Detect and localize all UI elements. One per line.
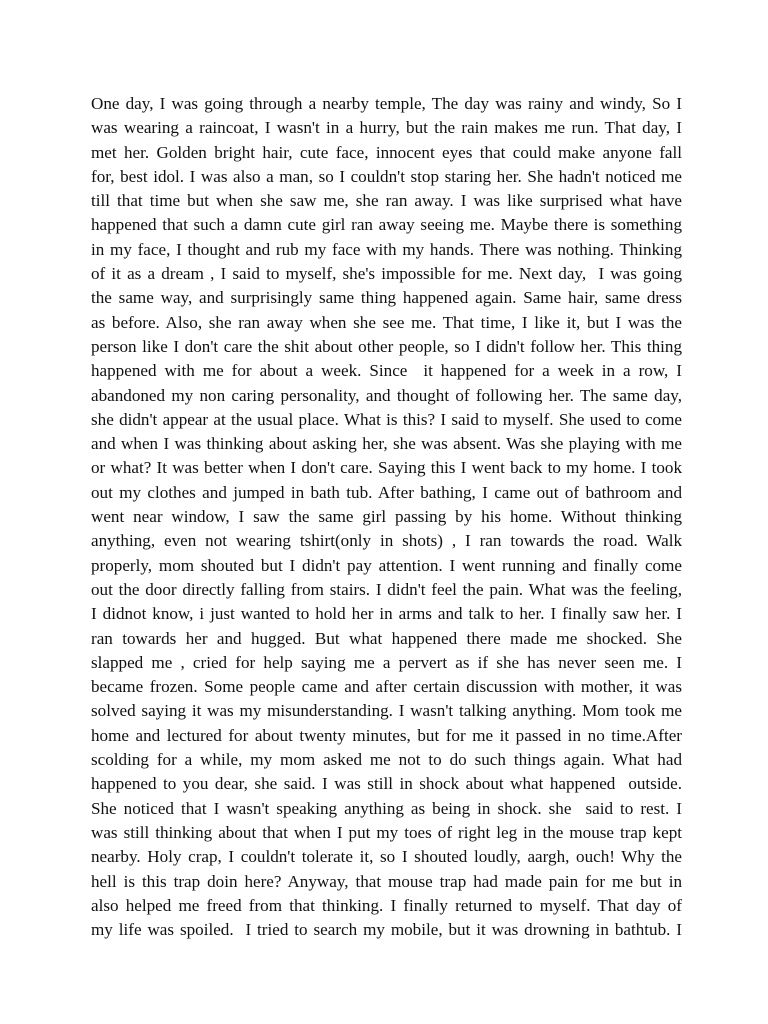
text-line: the same way, and surprisingly same thing happened again. Same hair, same dress xyxy=(91,288,682,308)
text-line: of it as a dream , I said to myself, she's impossible for me. Next day, I was going xyxy=(91,264,682,284)
text-line: scolding for a while, my mom asked me not to do such things again. What had xyxy=(91,750,682,770)
text-line: person like I don't care the shit about other people, so I didn't follow her. This thing xyxy=(91,336,682,356)
text-line: as before. Also, she ran away when she see me. That time, I like it, but I was the xyxy=(91,312,682,332)
text-line: I didnot know, i just wanted to hold her in arms and talk to her. I finally saw her. I xyxy=(91,604,682,624)
text-line: anything, even not wearing tshirt(only in shots) , I ran towards the road. Walk xyxy=(91,531,682,551)
text-line: abandoned my non caring personality, and thought of following her. The same day, xyxy=(91,385,682,405)
text-line: slapped me , cried for help saying me a pervert as if she has never seen me. I xyxy=(91,652,682,672)
text-line: till that time but when she saw me, she ran away. I was like surprised what have xyxy=(91,191,682,211)
text-line: ran towards her and hugged. But what happened there made me shocked. She xyxy=(91,628,682,648)
text-line: met her. Golden bright hair, cute face, innocent eyes that could make anyone fall xyxy=(91,142,682,162)
text-line: my life was spoiled. I tried to search my mobile, but it was drowning in bathtub. I xyxy=(91,920,682,940)
text-line: for, best idol. I was also a man, so I couldn't stop staring her. She hadn't noticed me xyxy=(91,166,682,186)
text-line: solved saying it was my misunderstanding. I wasn't talking anything. Mom took me xyxy=(91,701,682,721)
text-line: she didn't appear at the usual place. What is this? I said to myself. She used to come xyxy=(91,409,682,429)
text-line: happened that such a damn cute girl ran away seeing me. Maybe there is something xyxy=(91,215,682,235)
text-line: happened to you dear, she said. I was still in shock about what happened outside. xyxy=(91,774,682,794)
text-line: was still thinking about that when I put my toes of right leg in the mouse trap kept xyxy=(91,822,682,842)
text-line: went near window, I saw the same girl passing by his home. Without thinking xyxy=(91,507,682,527)
text-line: out the door directly falling from stairs. I didn't feel the pain. What was the feeling, xyxy=(91,579,682,599)
text-line: out my clothes and jumped in bath tub. After bathing, I came out of bathroom and xyxy=(91,482,682,502)
text-line: became frozen. Some people came and after certain discussion with mother, it was xyxy=(91,677,682,697)
text-line: nearby. Holy crap, I couldn't tolerate it, so I shouted loudly, aargh, ouch! Why the xyxy=(91,847,682,867)
text-line: She noticed that I wasn't speaking anything as being in shock. she said to rest. I xyxy=(91,798,682,818)
text-line: hell is this trap doin here? Anyway, that mouse trap had made pain for me but in xyxy=(91,871,682,891)
text-line: in my face, I thought and rub my face with my hands. There was nothing. Thinking xyxy=(91,239,682,259)
text-line: and when I was thinking about asking her, she was absent. Was she playing with me xyxy=(91,434,682,454)
text-line: was wearing a raincoat, I wasn't in a hurry, but the rain makes me run. That day, I xyxy=(91,118,682,138)
text-line: happened with me for about a week. Since it happened for a week in a row, I xyxy=(91,361,682,381)
text-line: One day, I was going through a nearby temple, The day was rainy and windy, So I xyxy=(91,94,682,113)
text-line: properly, mom shouted but I didn't pay attention. I went running and finally come xyxy=(91,555,682,575)
story-text xyxy=(91,92,682,942)
text-line: also helped me freed from that thinking. I finally returned to myself. That day of xyxy=(91,895,682,915)
text-line: or what? It was better when I don't care. Saying this I went back to my home. I took xyxy=(91,458,682,478)
text-line: home and lectured for about twenty minutes, but for me it passed in no time.After xyxy=(91,725,682,745)
